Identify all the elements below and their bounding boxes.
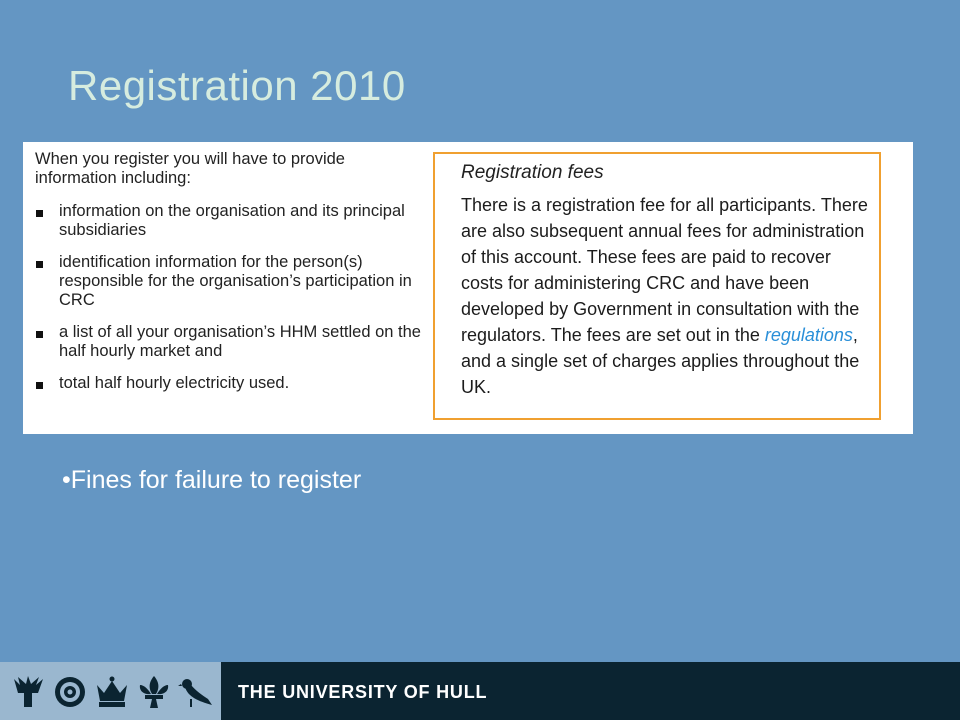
list-item (35, 253, 430, 310)
fees-heading: Registration fees (461, 162, 604, 183)
list-item-text: total half hourly electricity used. (59, 374, 290, 392)
requirements-list (35, 202, 430, 393)
list-item (35, 323, 430, 361)
fees-text (461, 192, 869, 400)
crown-icon (94, 675, 130, 709)
bird-icon (178, 675, 214, 709)
fleur-de-lis-icon (136, 675, 172, 709)
slide-bullet: •Fines for failure to register (62, 466, 362, 494)
fees-text-end: , and a single set of charges applies throughout the UK. (461, 325, 860, 397)
square-bullet-icon (36, 331, 43, 338)
regulations-link[interactable]: regulations (764, 325, 853, 345)
registration-info-panel (23, 142, 913, 434)
fees-text-start: There is a registration fee for all participants. There are also subsequent annual fees for administration of this account. These fees are paid to recover costs for administering CRC and have been developed by Government in consultation with the regulators. The fees are set out in the (461, 195, 868, 345)
crest-strip (0, 662, 221, 720)
requirements-list-block (35, 150, 430, 406)
square-bullet-icon (36, 261, 43, 268)
square-bullet-icon (36, 382, 43, 389)
list-item-text: identification information for the person(s) responsible for the organisation’s participation in CRC (59, 253, 412, 309)
slide-title: Registration 2010 (68, 62, 406, 109)
list-item (35, 374, 430, 393)
rose-icon (52, 675, 88, 709)
list-item-text: information on the organisation and its principal subsidiaries (59, 202, 405, 239)
flame-icon (10, 675, 46, 709)
square-bullet-icon (36, 210, 43, 217)
registration-fees-box (433, 152, 881, 420)
list-item (35, 202, 430, 240)
requirements-intro: When you register you will have to provide information including: (35, 150, 345, 187)
footer-bar (0, 662, 960, 720)
list-item-text: a list of all your organisation’s HHM settled on the half hourly market and (59, 323, 421, 360)
university-name: THE UNIVERSITY OF HULL (238, 682, 488, 702)
